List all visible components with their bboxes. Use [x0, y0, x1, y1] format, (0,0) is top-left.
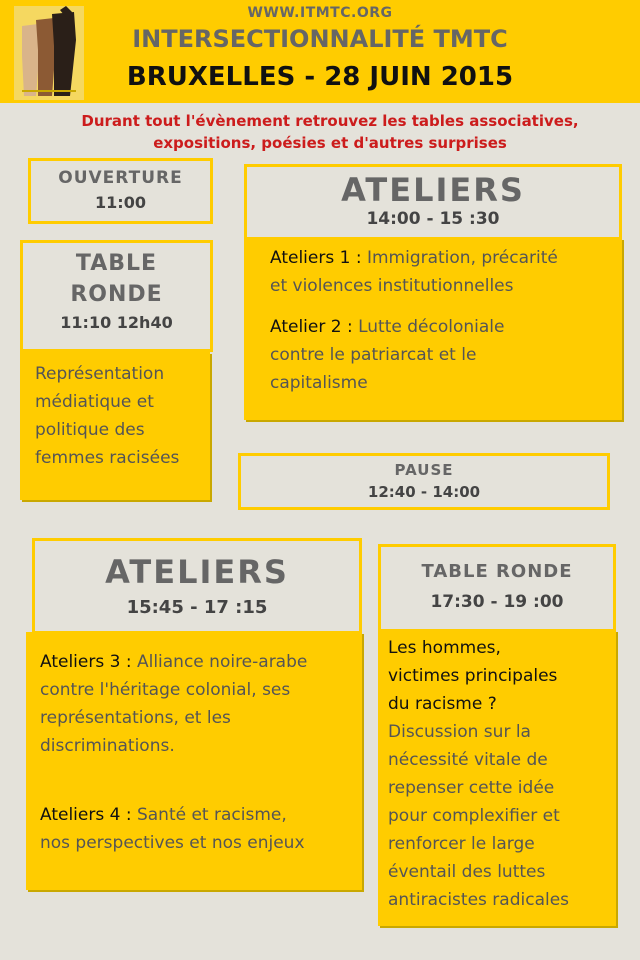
table-ronde-1-title: TABLE [75, 251, 158, 276]
atelier-4-line [40, 801, 362, 829]
discussion-line: pour complexifier et [388, 806, 560, 826]
ateliers-2-content [26, 632, 362, 890]
discussion-line: éventail des luttes [388, 862, 546, 882]
atelier-3-text: Alliance noire-arabe [131, 652, 308, 672]
atelier-3-line: discriminations. [40, 736, 175, 756]
ateliers-1-time: 14:00 - 15 :30 [366, 209, 500, 229]
atelier-2-line: capitalisme [270, 373, 368, 393]
question-line: Les hommes, [388, 638, 501, 658]
intro-line: expositions, poésies et d'autres surprises [153, 134, 507, 152]
ateliers-2-title: ATELIERS [105, 553, 289, 591]
atelier-2-line: contre le patriarcat et le [270, 345, 477, 365]
ouverture-time: 11:00 [95, 193, 146, 212]
atelier-3-line: contre l'héritage colonial, ses [40, 680, 291, 700]
table-ronde-1-title: RONDE [70, 282, 163, 307]
ateliers-1-header [244, 164, 622, 240]
atelier-1-label: Ateliers 1 : [270, 248, 362, 268]
table-ronde-1-box [20, 240, 213, 352]
discussion-line: antiracistes radicales [388, 890, 570, 910]
atelier-2-label: Atelier 2 : [270, 317, 353, 337]
atelier-1-text: Immigration, précarité [361, 248, 558, 268]
pause-box [238, 453, 610, 510]
table-ronde-2-content [378, 630, 616, 926]
table-ronde-2-header [378, 544, 616, 632]
discussion-line: nécessité vitale de [388, 750, 548, 770]
topic-line: médiatique et [35, 392, 154, 412]
topic-line: Représentation [35, 364, 165, 384]
header-banner [0, 0, 640, 103]
ateliers-1-content [244, 238, 622, 420]
atelier-1-line [270, 244, 622, 272]
atelier-3-line [40, 648, 362, 676]
ateliers-1-title: ATELIERS [341, 171, 525, 209]
table-ronde-2-title: TABLE RONDE [421, 561, 573, 582]
table-ronde-1-topic [20, 352, 210, 500]
ouverture-box [28, 158, 213, 224]
topic-line: femmes racisées [35, 448, 180, 468]
discussion-line: renforcer le large [388, 834, 535, 854]
discussion-line: repenser cette idée [388, 778, 555, 798]
discussion-line: Discussion sur la [388, 722, 531, 742]
atelier-2-text: Lutte décoloniale [352, 317, 505, 337]
atelier-4-label: Ateliers 4 : [40, 805, 132, 825]
topic-line: politique des [35, 420, 145, 440]
question-line: du racisme ? [388, 694, 497, 714]
ateliers-2-header [32, 538, 362, 634]
atelier-4-text: Santé et racisme, [131, 805, 287, 825]
intro-text [30, 110, 630, 154]
website-url: WWW.ITMTC.ORG [247, 5, 393, 21]
atelier-1-line: et violences institutionnelles [270, 276, 514, 296]
pause-time: 12:40 - 14:00 [367, 483, 481, 501]
atelier-4-line: nos perspectives et nos enjeux [40, 833, 305, 853]
table-ronde-1-time: 11:10 12h40 [60, 313, 173, 332]
pause-title: PAUSE [394, 461, 454, 479]
page-subtitle: BRUXELLES - 28 JUIN 2015 [126, 62, 514, 92]
question-line: victimes principales [388, 666, 558, 686]
ateliers-2-time: 15:45 - 17 :15 [126, 597, 268, 618]
ouverture-title: OUVERTURE [58, 168, 183, 188]
intro-line: Durant tout l'évènement retrouvez les tables associatives, [81, 112, 579, 130]
table-ronde-2-time: 17:30 - 19 :00 [430, 592, 564, 612]
page-title: INTERSECTIONNALITÉ TMTC [132, 25, 508, 53]
atelier-3-line: représentations, et les [40, 708, 231, 728]
atelier-3-label: Ateliers 3 : [40, 652, 132, 672]
atelier-2-line [270, 313, 622, 341]
